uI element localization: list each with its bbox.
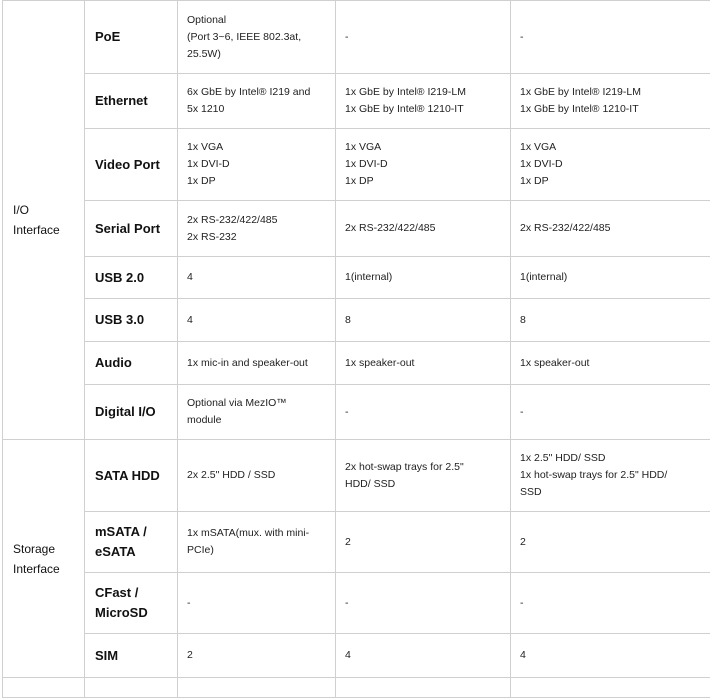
value-cell: - bbox=[511, 1, 710, 74]
value-cell: 4 bbox=[336, 634, 511, 678]
value-cell: 2x RS-232/422/485 bbox=[336, 201, 511, 257]
table-row bbox=[3, 342, 710, 385]
table-row bbox=[3, 1, 710, 74]
empty-cell bbox=[178, 678, 336, 698]
feature-cell: SATA HDD bbox=[85, 440, 178, 512]
table-row bbox=[3, 512, 710, 573]
value-cell: - bbox=[336, 385, 511, 440]
value-cell: - bbox=[511, 385, 710, 440]
feature-cell: Serial Port bbox=[85, 201, 178, 257]
table-row bbox=[3, 299, 710, 342]
feature-cell: Ethernet bbox=[85, 74, 178, 129]
value-cell: 2 bbox=[336, 512, 511, 573]
category-cell: Storage Interface bbox=[3, 440, 85, 678]
table-row bbox=[3, 74, 710, 129]
value-cell: 4 bbox=[178, 257, 336, 299]
value-cell: 2x 2.5" HDD / SSD bbox=[178, 440, 336, 512]
value-cell: 2x RS-232/422/485 2x RS-232 bbox=[178, 201, 336, 257]
value-cell: 8 bbox=[336, 299, 511, 342]
table-row bbox=[3, 440, 710, 512]
table-row bbox=[3, 634, 710, 678]
empty-cell bbox=[511, 678, 710, 698]
feature-cell: USB 2.0 bbox=[85, 257, 178, 299]
table-row bbox=[3, 573, 710, 634]
feature-cell: PoE bbox=[85, 1, 178, 74]
feature-cell: Digital I/O bbox=[85, 385, 178, 440]
feature-cell: Video Port bbox=[85, 129, 178, 201]
feature-cell: Audio bbox=[85, 342, 178, 385]
table-row bbox=[3, 385, 710, 440]
value-cell: 4 bbox=[511, 634, 710, 678]
value-cell: Optional via MezIO™ module bbox=[178, 385, 336, 440]
value-cell: 1x GbE by Intel® I219-LM 1x GbE by Intel® 1210-IT bbox=[336, 74, 511, 129]
value-cell: 1x VGA 1x DVI-D 1x DP bbox=[178, 129, 336, 201]
value-cell: - bbox=[336, 573, 511, 634]
value-cell: 1x speaker-out bbox=[511, 342, 710, 385]
table-row bbox=[3, 678, 710, 698]
feature-cell: CFast / MicroSD bbox=[85, 573, 178, 634]
value-cell: 1x speaker-out bbox=[336, 342, 511, 385]
value-cell: - bbox=[511, 573, 710, 634]
value-cell: 1x 2.5" HDD/ SSD 1x hot-swap trays for 2.5" HDD/ SSD bbox=[511, 440, 710, 512]
feature-cell: mSATA / eSATA bbox=[85, 512, 178, 573]
value-cell: 2 bbox=[178, 634, 336, 678]
empty-cell bbox=[85, 678, 178, 698]
table-row bbox=[3, 201, 710, 257]
value-cell: 1x VGA 1x DVI-D 1x DP bbox=[511, 129, 710, 201]
value-cell: 2x RS-232/422/485 bbox=[511, 201, 710, 257]
value-cell: 2 bbox=[511, 512, 710, 573]
value-cell: - bbox=[178, 573, 336, 634]
value-cell: 8 bbox=[511, 299, 710, 342]
value-cell: Optional (Port 3~6, IEEE 802.3at, 25.5W) bbox=[178, 1, 336, 74]
empty-cell bbox=[3, 678, 85, 698]
value-cell: 1x VGA 1x DVI-D 1x DP bbox=[336, 129, 511, 201]
value-cell: 6x GbE by Intel® I219 and 5x 1210 bbox=[178, 74, 336, 129]
value-cell: - bbox=[336, 1, 511, 74]
value-cell: 1x mic-in and speaker-out bbox=[178, 342, 336, 385]
category-cell: I/O Interface bbox=[3, 1, 85, 440]
spec-table bbox=[2, 0, 710, 698]
value-cell: 4 bbox=[178, 299, 336, 342]
value-cell: 1(internal) bbox=[336, 257, 511, 299]
table-row bbox=[3, 129, 710, 201]
value-cell: 1x GbE by Intel® I219-LM 1x GbE by Intel® 1210-IT bbox=[511, 74, 710, 129]
value-cell: 1x mSATA(mux. with mini- PCIe) bbox=[178, 512, 336, 573]
feature-cell: USB 3.0 bbox=[85, 299, 178, 342]
value-cell: 2x hot-swap trays for 2.5" HDD/ SSD bbox=[336, 440, 511, 512]
value-cell: 1(internal) bbox=[511, 257, 710, 299]
feature-cell: SIM bbox=[85, 634, 178, 678]
empty-cell bbox=[336, 678, 511, 698]
table-row bbox=[3, 257, 710, 299]
